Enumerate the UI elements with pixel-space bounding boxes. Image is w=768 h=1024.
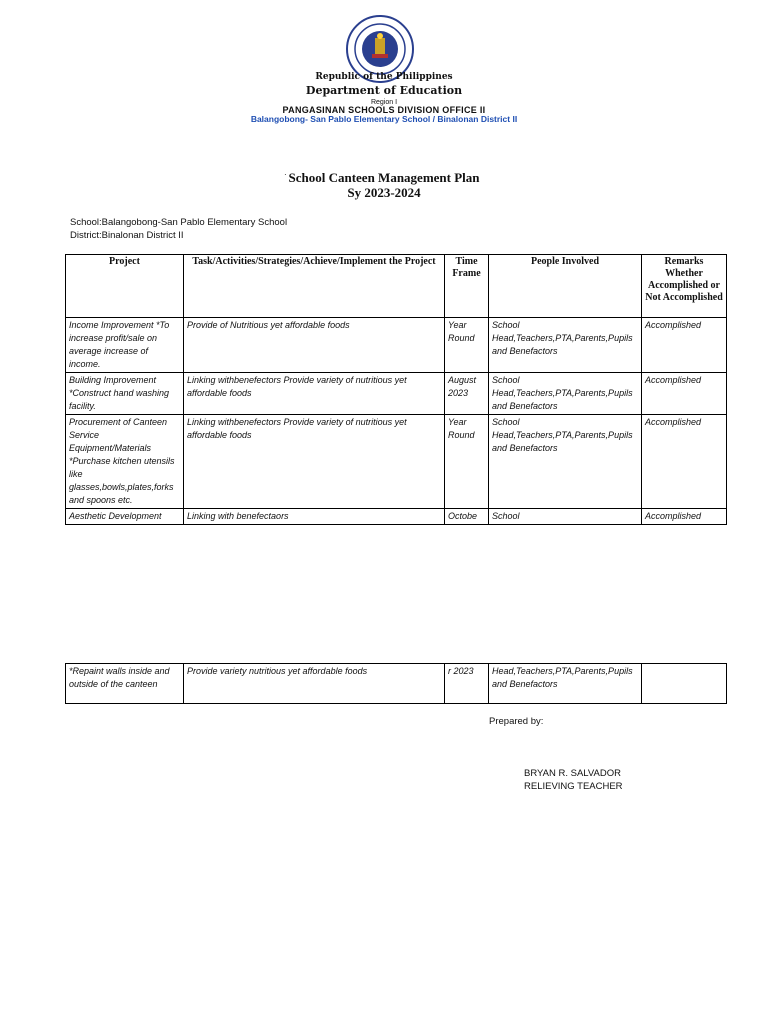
cell-project: Income Improvement *To increase profit/sale on average increase of income.: [66, 318, 184, 373]
table-row: [66, 664, 727, 704]
cell-remarks: Accomplished: [642, 373, 727, 415]
table-row: [66, 415, 727, 509]
prepared-by-label: Prepared by:: [489, 716, 544, 727]
cell-time: August 2023: [445, 373, 489, 415]
department-line: Department of Education: [305, 84, 463, 97]
canteen-plan-table: [65, 254, 727, 525]
document-subtitle: Sy 2023-2024: [347, 185, 421, 200]
cell-time: Year Round: [445, 415, 489, 509]
cell-remarks: Accomplished: [642, 415, 727, 509]
header-remarks: Remarks Whether Accomplished or Not Accomplished: [642, 255, 727, 318]
table-row: [66, 509, 727, 525]
cell-time: Octobe: [445, 509, 489, 525]
header-people: People Involved: [489, 255, 642, 318]
cell-project: Building Improvement *Construct hand washing facility.: [66, 373, 184, 415]
school-name: School:Balangobong-San Pablo Elementary School: [70, 217, 288, 228]
cell-project: Aesthetic Development: [66, 509, 184, 525]
header-time-frame: Time Frame: [445, 255, 489, 318]
republic-line: Republic of the Philippines: [315, 72, 453, 82]
stray-mark: ·: [284, 170, 287, 179]
cell-time: Year Round: [445, 318, 489, 373]
district-name: District:Binalonan District II: [70, 230, 184, 241]
division-line: PANGASINAN SCHOOLS DIVISION OFFICE II: [282, 105, 486, 115]
school-district-line: Balangobong- San Pablo Elementary School / Binalonan District II: [250, 114, 518, 124]
table-row: [66, 373, 727, 415]
signatory: [524, 767, 623, 793]
school-info: [70, 216, 287, 242]
cell-remarks: [642, 664, 727, 704]
table-row: [66, 318, 727, 373]
signatory-name: BRYAN R. SALVADOR: [524, 768, 621, 779]
cell-project: *Repaint walls inside and outside of the canteen: [66, 664, 184, 704]
signatory-position: RELIEVING TEACHER: [524, 781, 623, 792]
document-title-block: [0, 170, 768, 200]
cell-people: Head,Teachers,PTA,Parents,Pupils and Benefactors: [489, 664, 642, 704]
cell-task: Linking withbenefectors Provide variety of nutritious yet affordable foods: [184, 415, 445, 509]
cell-people: School Head,Teachers,PTA,Parents,Pupils and Benefactors: [489, 318, 642, 373]
document-title: School Canteen Management Plan: [288, 170, 480, 185]
cell-people: School Head,Teachers,PTA,Parents,Pupils and Benefactors: [489, 415, 642, 509]
header-project: Project: [66, 255, 184, 318]
table-header-row: [66, 255, 727, 318]
cell-task: Provide of Nutritious yet affordable foods: [184, 318, 445, 373]
cell-task: Linking with benefectaors: [184, 509, 445, 525]
cell-task: Linking withbenefectors Provide variety of nutritious yet affordable foods: [184, 373, 445, 415]
cell-remarks: Accomplished: [642, 509, 727, 525]
cell-task: Provide variety nutritious yet affordable foods: [184, 664, 445, 704]
cell-people: School Head,Teachers,PTA,Parents,Pupils and Benefactors: [489, 373, 642, 415]
cell-project: Procurement of Canteen Service Equipment/Materials *Purchase kitchen utensils like glasses,bowls,plates,forks and spoons etc.: [66, 415, 184, 509]
cell-people: School: [489, 509, 642, 525]
region-line: Region I: [370, 99, 398, 106]
header-task: Task/Activities/Strategies/Achieve/Implement the Project: [184, 255, 445, 318]
canteen-plan-table-continued: [65, 663, 727, 704]
cell-time: r 2023: [445, 664, 489, 704]
cell-remarks: Accomplished: [642, 318, 727, 373]
